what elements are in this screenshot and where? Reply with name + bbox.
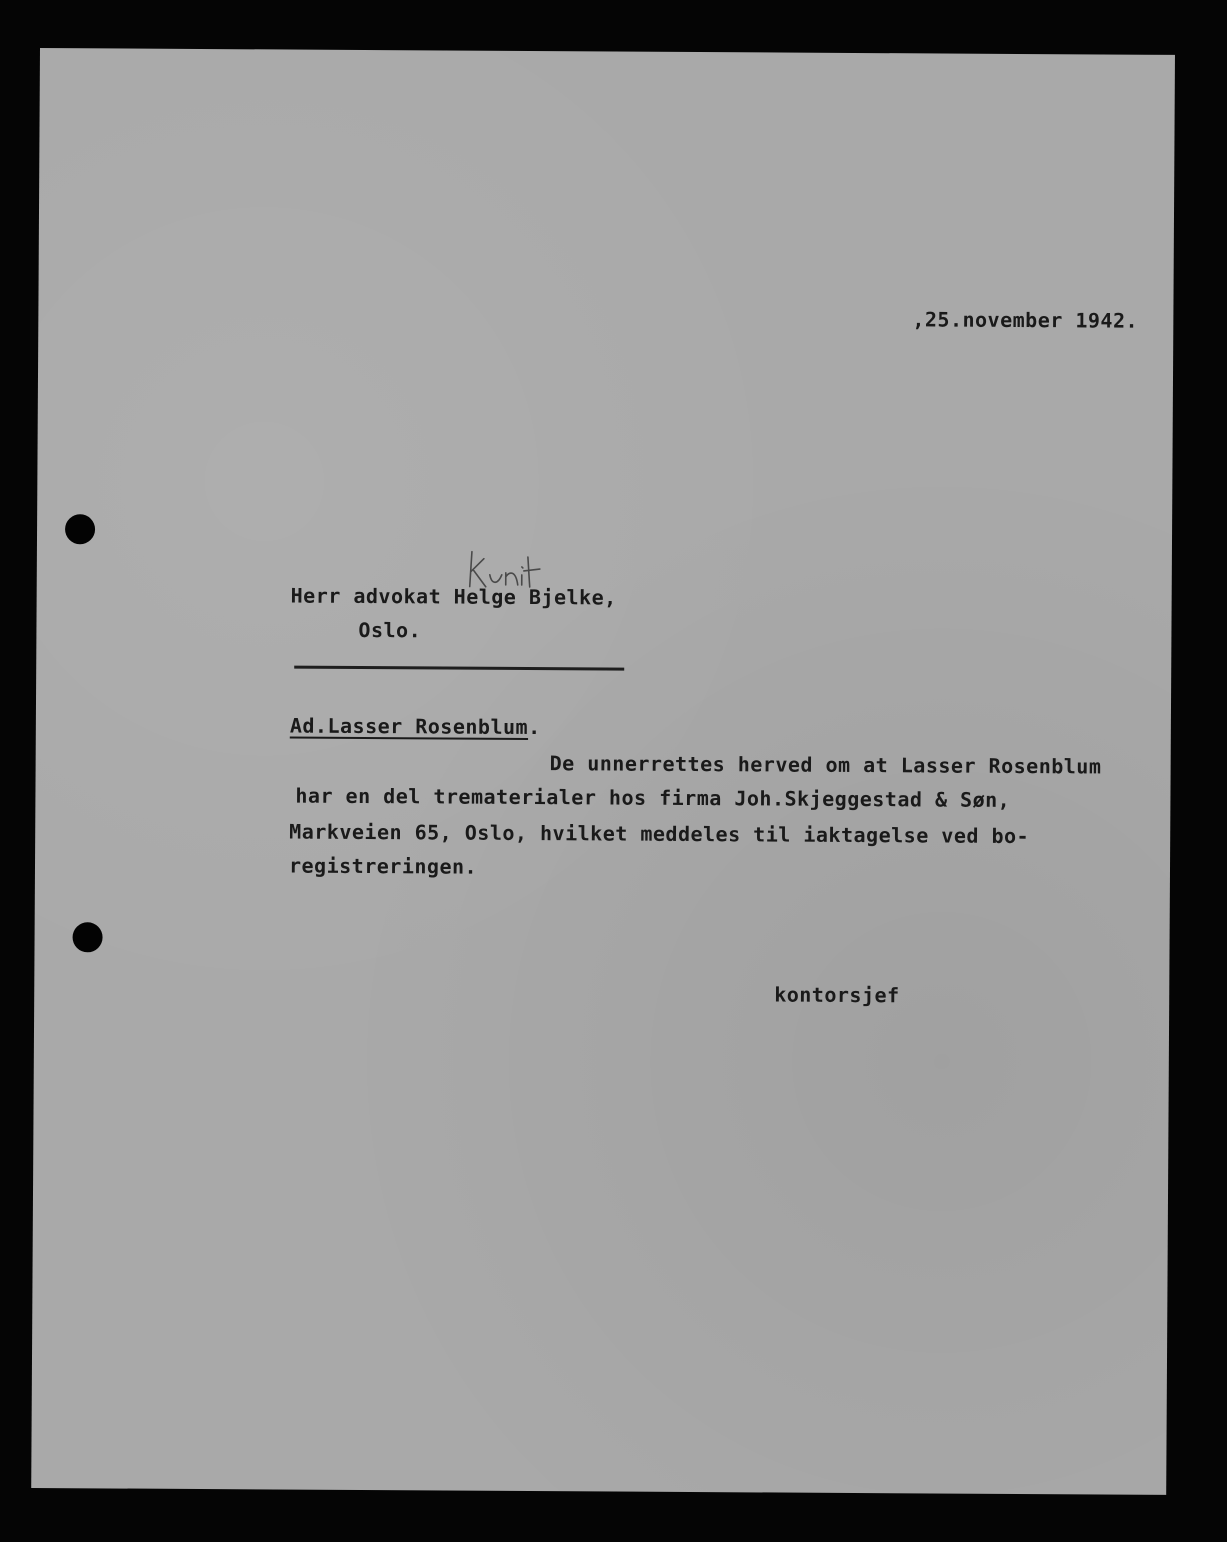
- body-line-3: Markveien 65, Oslo, hvilket meddeles til iaktagelse ved bo-: [289, 819, 1030, 849]
- recipient-line-1: Herr advokat Helge Bjelke,: [290, 583, 617, 610]
- body-line-2: har en del trematerialer hos firma Joh.Skjeggestad & Søn,: [295, 783, 1011, 812]
- letter-page: [31, 48, 1175, 1495]
- recipient-line-2: Oslo.: [358, 617, 422, 643]
- punch-hole-top: [65, 514, 95, 544]
- punch-hole-bottom: [72, 922, 102, 952]
- subject-punct: .: [528, 714, 541, 740]
- body-line-1: De unnerrettes herved om at Lasser Rosenblum: [549, 751, 1102, 779]
- body-line-4: registreringen.: [288, 853, 478, 879]
- subject-line: [290, 714, 541, 740]
- subject-text: Ad.Lasser Rosenblum: [289, 713, 529, 739]
- letter-date: ,25.november 1942.: [912, 307, 1139, 333]
- separator-rule: [294, 666, 624, 671]
- signature-title: kontorsjef: [774, 982, 900, 1008]
